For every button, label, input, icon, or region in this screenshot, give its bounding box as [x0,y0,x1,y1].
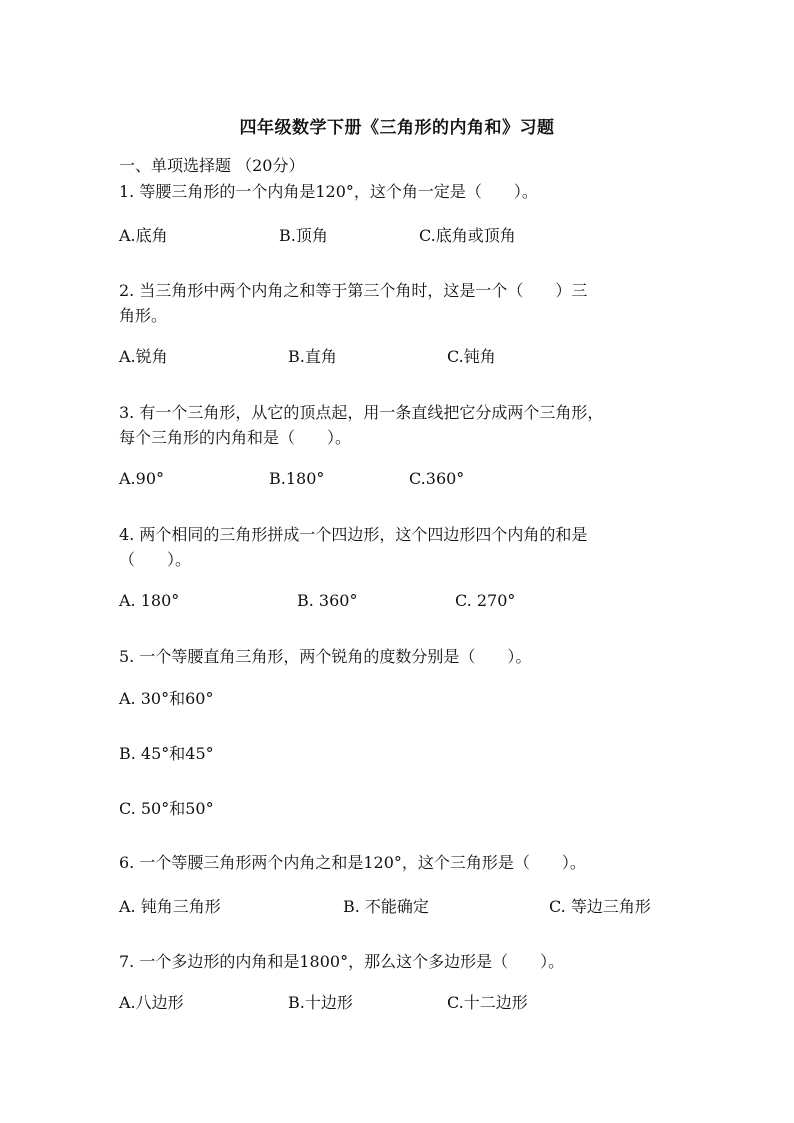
section-heading: 一、单项选择题 （20分） [119,156,305,175]
question-4-text-line-1: 4. 两个相同的三角形拼成一个四边形，这个四边形四个内角的和是 [119,525,588,544]
question-3-option-a: A.90° [119,469,164,488]
question-4-option-a: A. 180° [119,591,180,610]
question-4-option-c: C. 270° [455,591,516,610]
question-1-text: 1. 等腰三角形的一个内角是120°，这个角一定是（ ）。 [119,182,538,201]
question-2-text-line-1: 2. 当三角形中两个内角之和等于第三个角时，这是一个（ ）三 [119,281,588,300]
question-3-text-line-2: 每个三角形的内角和是（ ）。 [119,428,352,447]
question-5-text: 5. 一个等腰直角三角形，两个锐角的度数分别是（ ）。 [119,647,532,666]
question-6-option-b: B. 不能确定 [343,897,429,916]
question-3-text-line-1: 3. 有一个三角形，从它的顶点起，用一条直线把它分成两个三角形， [119,403,604,422]
worksheet-title: 四年级数学下册《三角形的内角和》习题 [239,118,555,138]
question-2-option-b: B.直角 [288,347,337,366]
question-1-option-b: B.顶角 [279,226,328,245]
question-4-text-line-2: （ ）。 [119,550,192,569]
question-7-option-a: A.八边形 [119,993,184,1012]
question-2-option-c: C.钝角 [447,347,496,366]
question-5-option-c: C. 50°和50° [119,799,214,818]
question-3-option-c: C.360° [409,469,465,488]
question-7-text: 7. 一个多边形的内角和是1800°，那么这个多边形是（ ）。 [119,952,565,971]
question-2-text-line-2: 角形。 [119,306,168,325]
question-5-option-b: B. 45°和45° [119,744,214,763]
question-7-option-c: C.十二边形 [447,993,528,1012]
question-2-option-a: A.锐角 [119,347,168,366]
question-3-option-b: B.180° [269,469,325,488]
question-6-option-c: C. 等边三角形 [549,897,651,916]
question-1-option-c: C.底角或顶角 [419,226,516,245]
question-6-option-a: A. 钝角三角形 [119,897,221,916]
question-6-text: 6. 一个等腰三角形两个内角之和是120°，这个三角形是（ ）。 [119,853,586,872]
question-7-option-b: B.十边形 [288,993,353,1012]
question-5-option-a: A. 30°和60° [119,689,214,708]
question-4-option-b: B. 360° [297,591,358,610]
question-1-option-a: A.底角 [119,226,168,245]
